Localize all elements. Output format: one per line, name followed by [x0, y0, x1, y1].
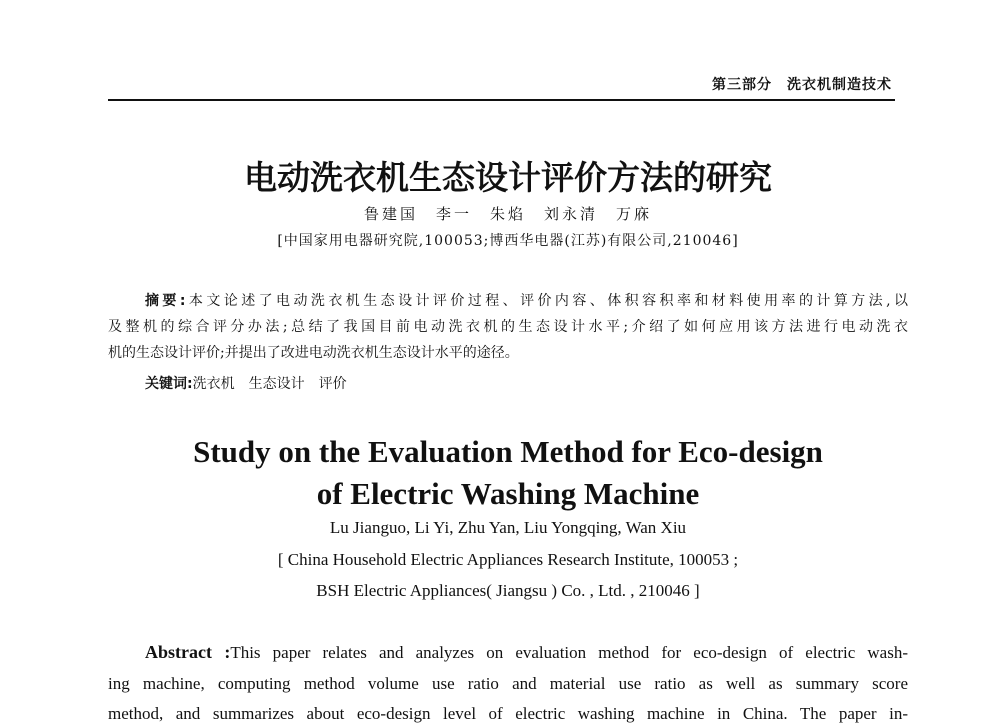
cn-authors: 鲁建国 李一 朱焰 刘永清 万庥 — [363, 205, 652, 223]
cn-title: 电动洗衣机生态设计评价方法的研究 — [244, 158, 772, 197]
en-title-line: of Electric Washing Machine — [316, 476, 700, 511]
en-affiliation-line: [ China Household Electric Appliances Research Institute, 100053 ; — [277, 550, 739, 569]
en-title-line: Study on the Evaluation Method for Eco-design — [193, 434, 823, 469]
en-abstract-line: method, and summarizes about eco-design level of electric washing machine in China. The paper in- — [108, 704, 908, 723]
en-abstract-line: ing machine, computing method volume use ratio and material use ratio as well as summary score — [108, 674, 908, 693]
cn-abstract-label: 摘要: — [145, 293, 186, 309]
cn-affiliation: [中国家用电器研究院,100053;博西华电器(江苏)有限公司,210046] — [277, 233, 739, 249]
cn-abstract-line: 及整机的综合评分办法;总结了我国目前电动洗衣机的生态设计水平;介绍了如何应用该方法进行电动洗衣 — [108, 319, 908, 335]
en-authors: Lu Jianguo, Li Yi, Zhu Yan, Liu Yongqing, Wan Xiu — [329, 518, 687, 537]
en-affiliation-line: BSH Electric Appliances( Jiangsu ) Co. , Ltd. , 210046 ] — [316, 581, 700, 600]
running-header: 第三部分 洗衣机制造技术 — [712, 77, 892, 93]
cn-abstract-line: 摘要:本文论述了电动洗衣机生态设计评价过程、评价内容、体积容积率和材料使用率的计算方法,以 — [145, 293, 908, 309]
en-abstract-label: Abstract : — [145, 642, 231, 662]
header-rule — [108, 99, 895, 101]
cn-abstract-line: 机的生态设计评价;并提出了改进电动洗衣机生态设计水平的途径。 — [108, 345, 519, 361]
cn-keywords-label: 关键词: — [145, 376, 193, 392]
en-abstract-line: Abstract :This paper relates and analyzes on evaluation method for eco-design of electric wash- — [145, 642, 908, 662]
cn-keywords: 关键词:洗衣机 生态设计 评价 — [145, 376, 347, 392]
